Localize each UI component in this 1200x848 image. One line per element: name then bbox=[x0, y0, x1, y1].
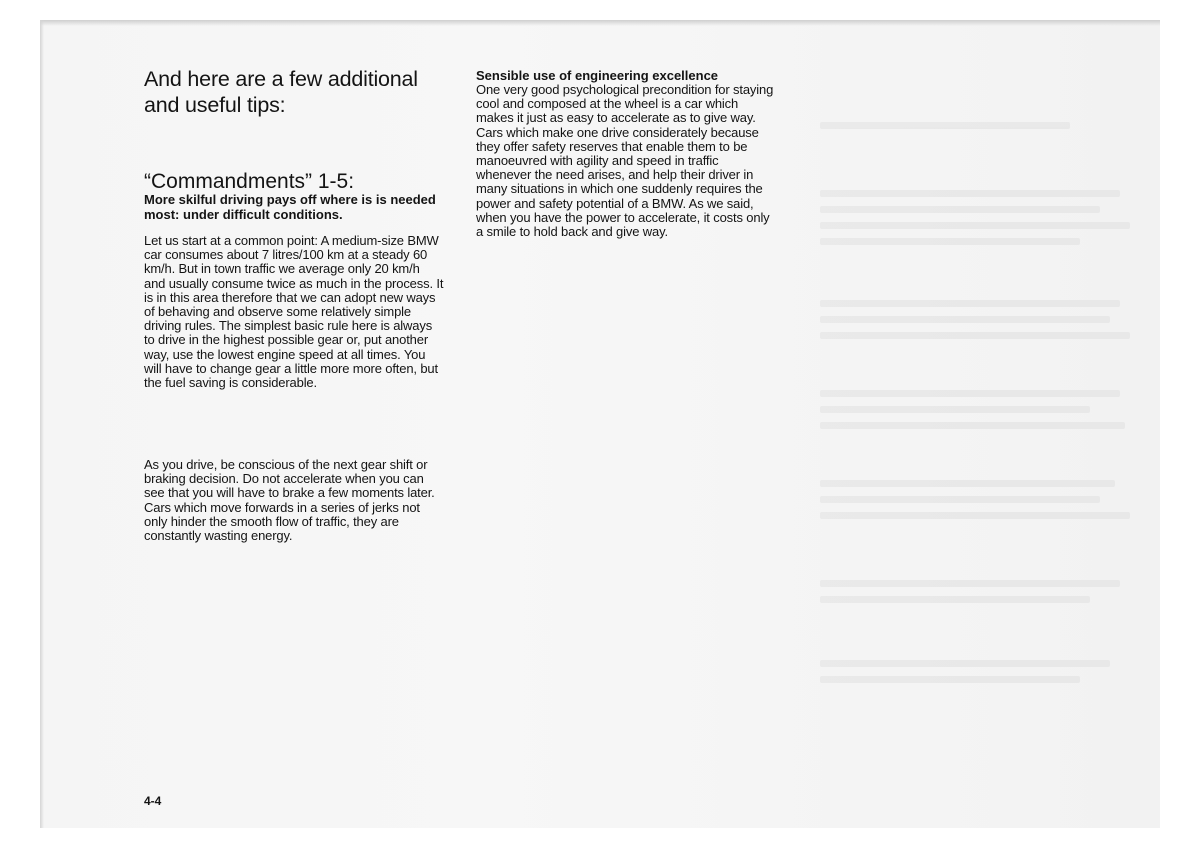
scan-edge-top bbox=[40, 20, 1160, 26]
right-column-paragraph: One very good psychological precondition for staying cool and composed at the wheel is a car which makes it just as easy to accelerate as to give way. Cars which make one drive considerately because they offer safety reserves that enable them to be manoeuvred with agility and speed in traffic whenever the need arises, and help their driver in many situations in which one suddenly requires the power and safety potential of a BMW. As we said, when you have the power to accelerate, it costs only a smile to hold back and give way. bbox=[476, 82, 774, 240]
section-title: “Commandments” 1-5: bbox=[144, 170, 355, 193]
page-number: 4-4 bbox=[144, 794, 162, 808]
section-subtitle: More skilful driving pays off where is is needed most: under difficult conditions. bbox=[144, 192, 436, 222]
right-column-heading: Sensible use of engineering excellence bbox=[476, 68, 719, 83]
page-heading: And here are a few additional and useful tips: bbox=[144, 67, 418, 117]
body-paragraph-2: As you drive, be conscious of the next gear shift or braking decision. Do not accelerate when you can see that you will have to brake a few moments later. Cars which move forwards in a series of jerks not only hinder the smooth flow of traffic, they are constantly wasting energy. bbox=[144, 457, 435, 544]
scan-edge-left bbox=[40, 20, 44, 828]
scanned-page bbox=[40, 20, 1160, 828]
show-through-text bbox=[820, 60, 1150, 820]
body-paragraph-1: Let us start at a common point: A medium-size BMW car consumes about 7 litres/100 km at a steady 60 km/h. But in town traffic we average only 20 km/h and usually consume twice as much in the process. It is in this area therefore that we can adopt new ways of behaving and observe some relatively simple driving rules. The simplest basic rule here is always to drive in the highest possible gear or, put another way, use the lowest engine speed at all times. You will have to change gear a little more more often, but the fuel saving is considerable. bbox=[144, 233, 444, 391]
